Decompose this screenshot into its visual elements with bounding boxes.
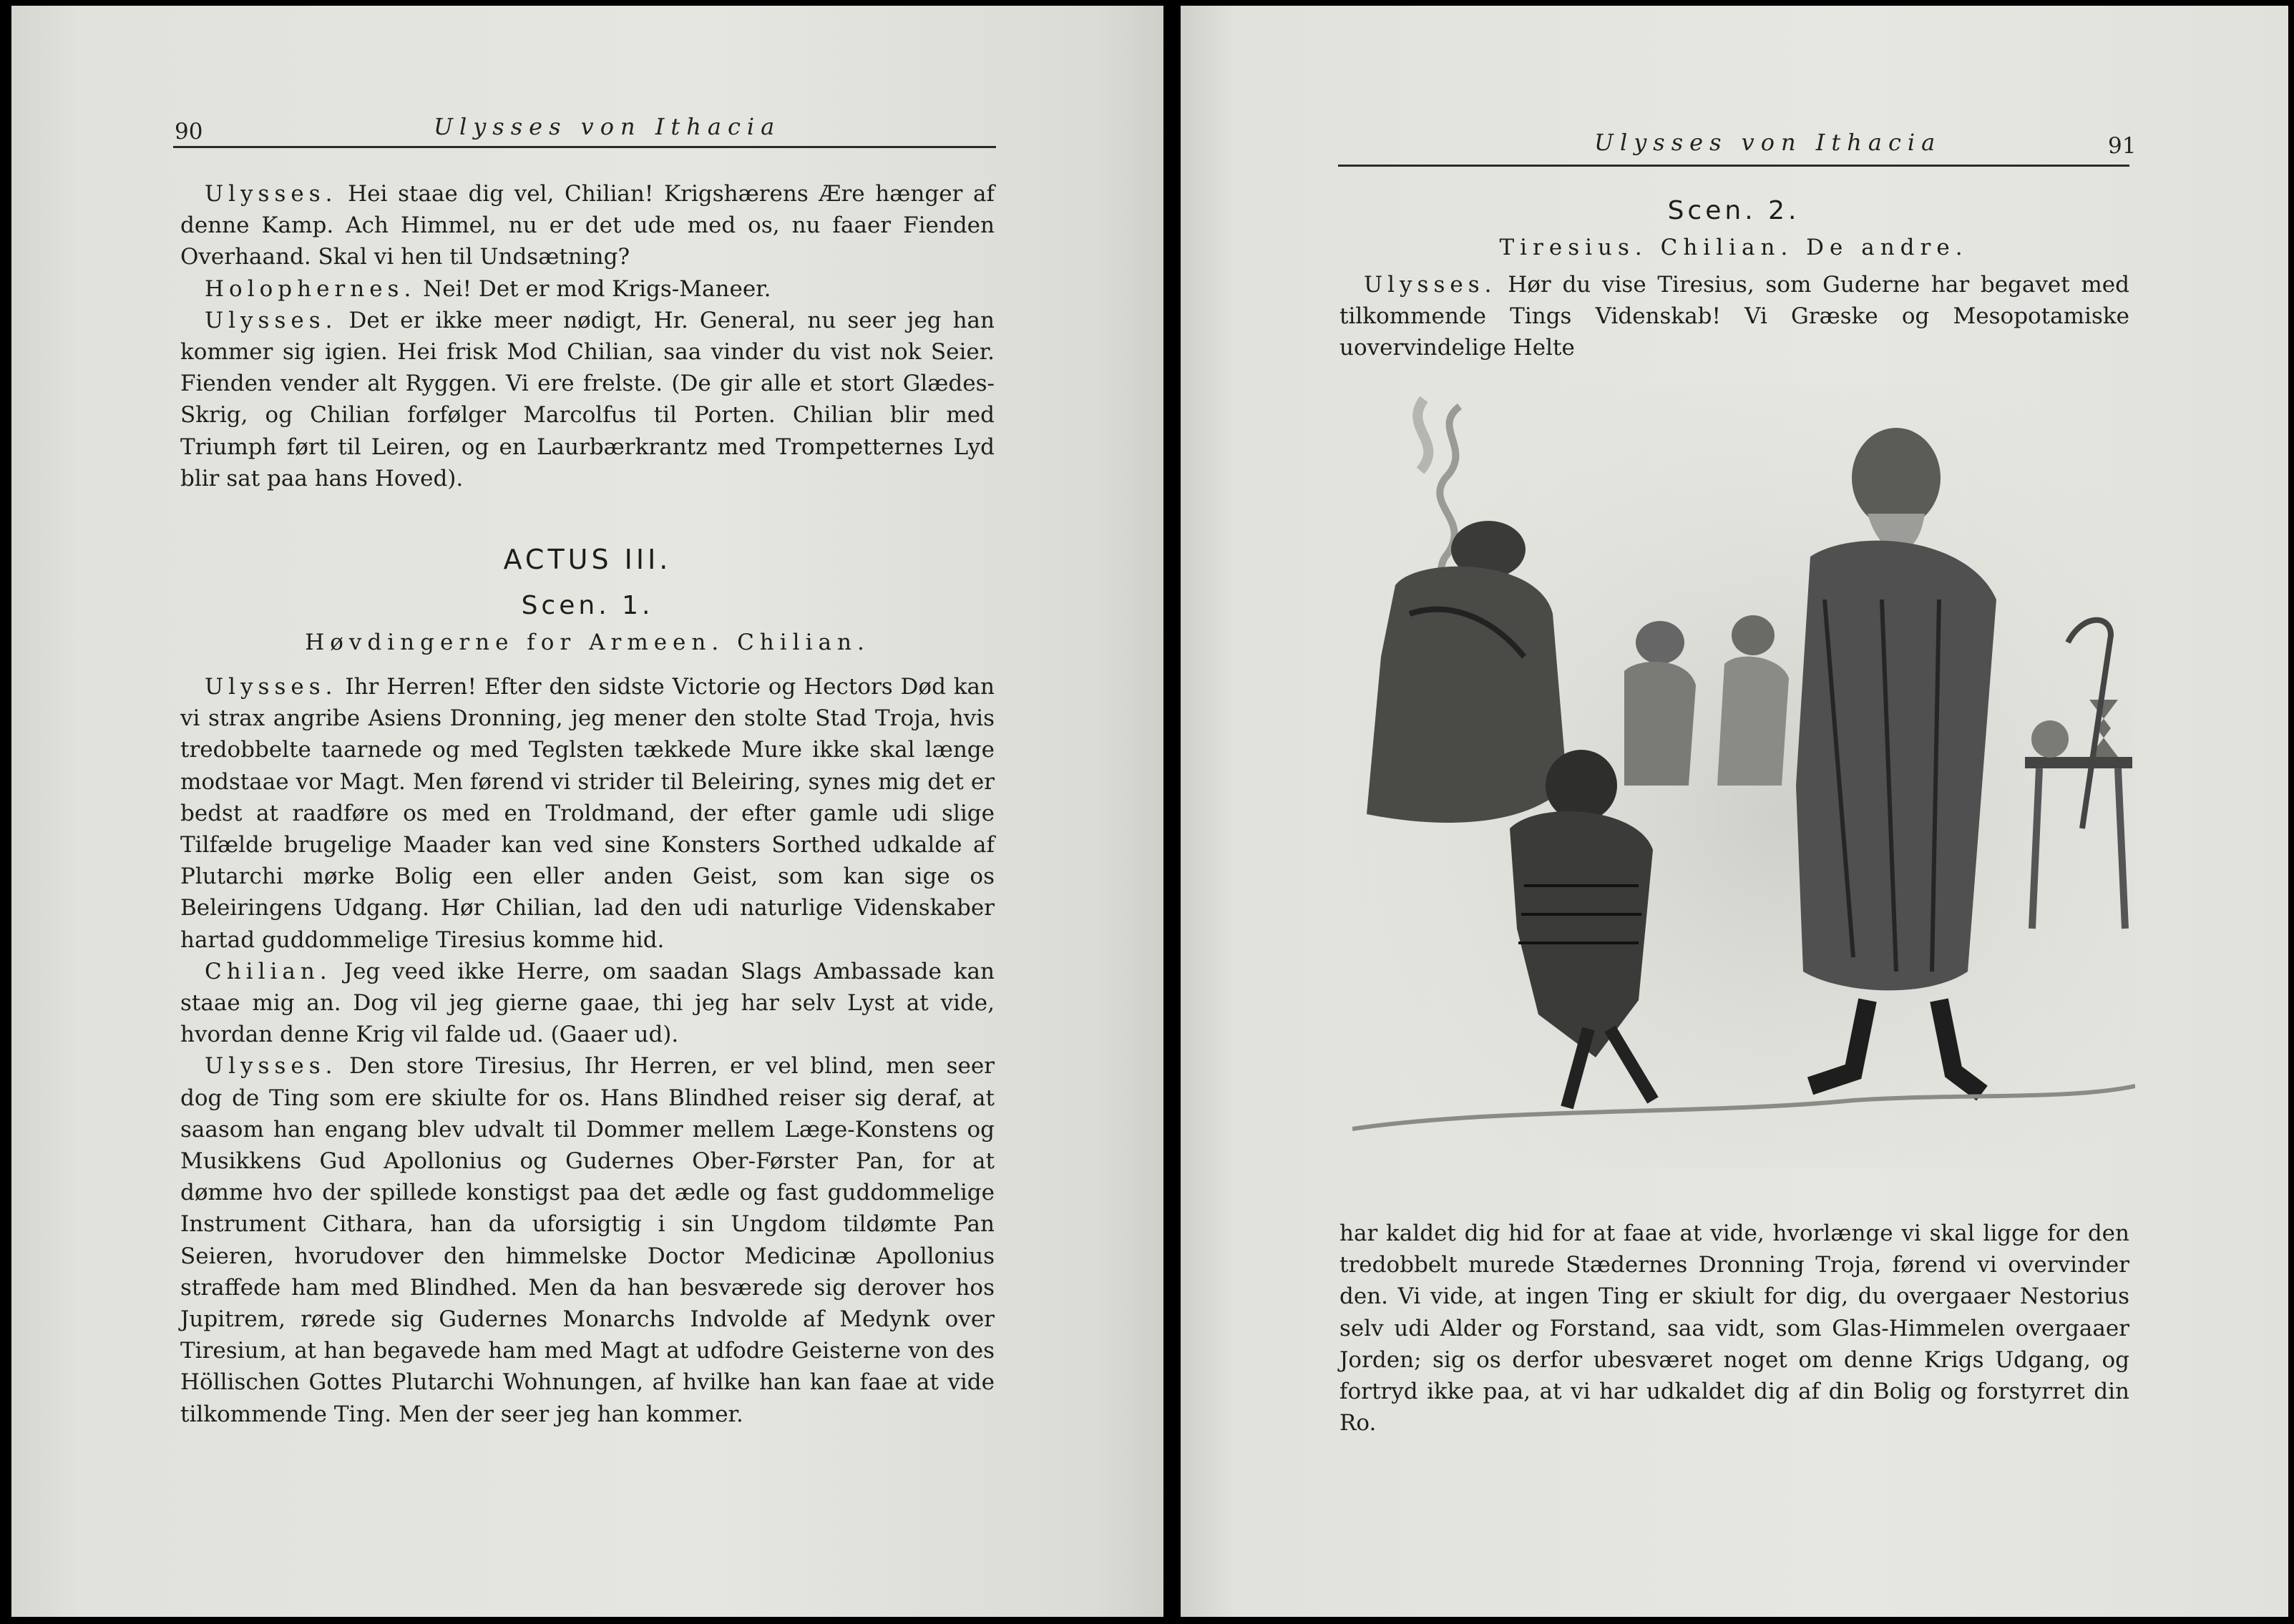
speech-text: Jeg veed ikke Herre, om saadan Slags Ambassade kan staae mig an. Dog vil jeg gierne gaae, thi jeg har selv Lyst at vide, hvordan denne Krig vil falde ud. (Gaaer ud). (180, 958, 995, 1048)
scene-cast: Høvdingerne for Armeen. Chilian. (305, 630, 870, 655)
page-number: 90 (175, 119, 203, 145)
tiresius-head (1852, 428, 1941, 528)
speaker-name: Ulysses. (205, 181, 338, 207)
paragraph (180, 671, 995, 956)
paragraph (180, 956, 995, 1051)
paragraph (180, 1050, 995, 1429)
soldier-head (1546, 750, 1617, 821)
speaker-name: Ulysses. (1364, 272, 1497, 298)
left-page (11, 6, 1163, 1617)
speaker-name: Ulysses. (205, 307, 338, 333)
skull (2031, 720, 2069, 758)
page-number: 91 (2108, 133, 2137, 159)
paragraph (1339, 269, 2129, 364)
speech-text: Det er ikke meer nødigt, Hr. General, nu seer jeg han kommer sig igien. Hei frisk Mod Chilian, saa vinder du vist nok Seier. Fienden vender alt Ryggen. Vi ere frelste. (De gir alle et stort Glædes-Skrig, og Chilian forfølger Marcolfus til Porten. Chilian blir med Triumph ført til Leiren, og en Laurbærkrantz med Trompetternes Lyd blir sat paa hans Hoved). (180, 307, 995, 491)
figure-head (1732, 615, 1775, 655)
scene-title: Scen. 2. (1667, 196, 1800, 225)
speaker-name: Ulysses. (205, 1053, 338, 1080)
running-head: Ulysses von Ithacia (1594, 129, 1942, 156)
warrior-body (1367, 567, 1567, 823)
running-head: Ulysses von Ithacia (434, 113, 781, 140)
top-text (1339, 269, 2129, 364)
speaker-name: Ulysses. (205, 674, 338, 700)
scene-illustration (1352, 385, 2135, 1168)
figure-head (1636, 621, 1684, 664)
scene-cast: Tiresius. Chilian. De andre. (1499, 235, 1968, 260)
paragraph (180, 305, 995, 494)
figure-body (1624, 662, 1696, 786)
speech-text: Ihr Herren! Efter den sidste Victorie og Hectors Død kan vi strax angribe Asiens Dronning, jeg mener den stolte Stad Troja, hvis tredobbelte taarnede og med Teglsten tækkede Mure ikke skal længe modstaae vor Magt. Men førend vi strider til Beleiring, synes mig det er bedst at raadføre os med en Troldmand, der efter gamle udi slige Tilfælde brugelige Maader kan ved sine Konsters Sorthed udkalde af Plutarchi mørke Bolig een eller anden Geist, som kan sige os Beleiringens Udgang. Hør Chilian, lad den udi naturlige Videnskaber hartad guddommelige Tiresius komme hid. (180, 674, 995, 953)
paragraph (180, 273, 995, 305)
speech-text: Nei! Det er mod Krigs-Maneer. (416, 275, 771, 302)
paragraph (180, 178, 995, 273)
figure-body (1717, 657, 1789, 786)
speaker-name: Chilian. (205, 958, 332, 984)
act-title: ACTUS III. (503, 544, 672, 575)
bottom-text (1339, 1218, 2129, 1439)
table-top (2025, 757, 2132, 768)
scene-title: Scen. 1. (521, 591, 654, 620)
speech-text: Den store Tiresius, Ihr Herren, er vel blind, men seer dog de Ting som ere skiulte for os. Hans Blindhed reiser sig deraf, at saasom han engang blev udvalt til Dommer mellem Læge-Konstens og Musikkens Gud Apollonius og Gudernes Ober-Førster Pan, for at dømme hvo der spillede konstigst paa det ædle og fast guddommelige Instrument Cithara, han da uforsigtig i sin Ungdom tildømte Pan Seieren, hvorudover den himmelske Doctor Medicinæ Apollonius straffede ham med Blindhed. Men da han besværede sig derover hos Jupitrem, rørede sig Gudernes Monarchs Indvolde af Medynk over Tiresium, at han begavede ham med Magt at udfodre Geisterne von des Höllischen Gottes Plutarchi Wohnungen, af hvilke han kan faae at vide tilkommende Ting. Men der seer jeg han kommer. (180, 1053, 995, 1427)
intro-text (180, 178, 995, 494)
right-page (1181, 6, 2288, 1617)
paragraph (1339, 1218, 2129, 1439)
scene-text (180, 671, 995, 1430)
speaker-name: Holophernes. (205, 275, 416, 302)
header-rule (173, 146, 996, 148)
speech-text: har kaldet dig hid for at faae at vide, hvorlænge vi skal ligge for den tredobbelt murede Stædernes Dronning Troja, førend vi overvinder den. Vi vide, at ingen Ting er skiult for dig, du overgaaer Nestorius selv udi Alder og Forstand, saa vidt, som Glas-Himmelen overgaaer Jorden; sig os derfor ubesværet noget om denne Krigs Udgang, og fortryd ikke paa, at vi har udkaldet dig af din Bolig og forstyrret din Ro. (1339, 1221, 2129, 1437)
speech-text: Hei staae dig vel, Chilian! Krigshærens Ære hænger af denne Kamp. Ach Himmel, nu er det ude med os, nu faaer Fienden Overhaand. Skal vi hen til Undsætning? (180, 181, 995, 270)
header-rule (1338, 165, 2129, 167)
speech-text: Hør du vise Tiresius, som Guderne har begavet med tilkommende Tings Videnskab! Vi Græske og Mesopotamiske uovervindelige Helte (1339, 272, 2129, 361)
